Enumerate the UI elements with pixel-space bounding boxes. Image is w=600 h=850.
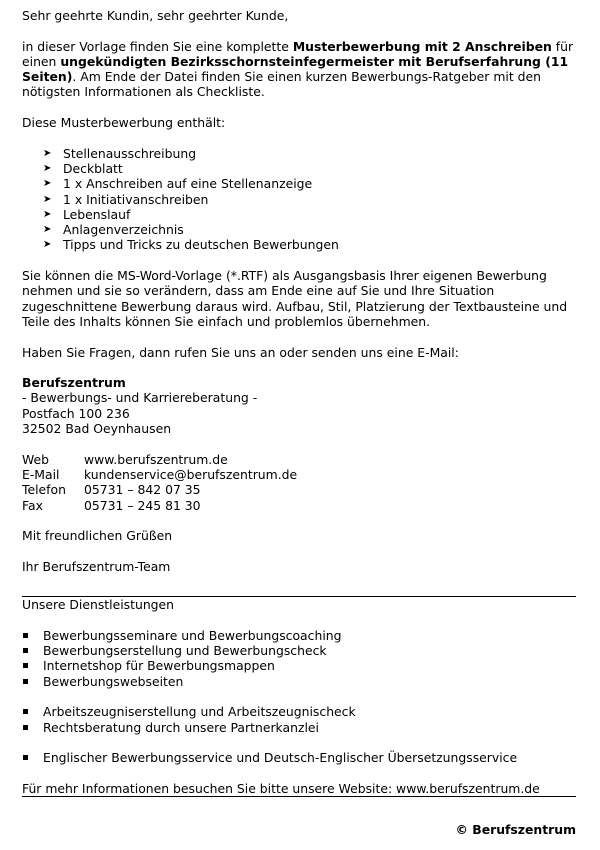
arrow-bullet-icon: ➤ (43, 193, 52, 205)
more-info-link[interactable]: Für mehr Informationen besuchen Sie bitte unsere Website: www.berufszentrum.de (22, 781, 576, 797)
list-item (22, 628, 578, 643)
arrow-bullet-icon: ➤ (43, 147, 52, 159)
contact-row-email (22, 467, 578, 482)
list-item-text: Bewerbungserstellung und Bewerbungscheck (43, 643, 327, 659)
list-item (22, 750, 578, 765)
list-item (43, 161, 578, 176)
arrow-bullet-icon: ➤ (43, 162, 52, 174)
intro-bold-title: Musterbewerbung mit 2 Anschreiben (292, 38, 552, 54)
arrow-bullet-icon: ➤ (43, 224, 52, 236)
list-item-text: Bewerbungswebseiten (43, 673, 184, 689)
company-name-text: Berufszentrum (22, 375, 126, 391)
services-heading: Unsere Dienstleistungen (22, 597, 175, 613)
intro-paragraph (22, 39, 578, 100)
intro-bold-profession: ungekündigten Bezirksschornsteinfegermeister mit Berufserfahrung (11 Seiten) (22, 53, 569, 85)
signature: Ihr Berufszentrum-Team (22, 558, 171, 574)
company-street: Postfach 100 236 (22, 405, 130, 421)
list-item-text: Englischer Bewerbungsservice und Deutsch-Englischer Übersetzungsservice (43, 750, 518, 766)
contact-row-fax (22, 498, 578, 513)
list-item (43, 207, 578, 222)
salutation: Sehr geehrte Kundin, sehr geehrter Kunde, (22, 8, 289, 23)
closing: Mit freundlichen Grüßen (22, 528, 173, 544)
square-bullet-icon (23, 679, 28, 684)
contact-label: Fax (22, 497, 43, 513)
square-bullet-icon (23, 725, 28, 730)
list-item-text: Anlagenverzeichnis (63, 222, 184, 238)
list-item (43, 192, 578, 207)
services-list-2 (22, 704, 578, 735)
list-item (22, 674, 578, 689)
questions-paragraph: Haben Sie Fragen, dann rufen Sie uns an oder senden uns eine E-Mail: (22, 344, 459, 360)
arrow-bullet-icon: ➤ (43, 208, 52, 220)
square-bullet-icon (23, 648, 28, 653)
intro-pre: in dieser Vorlage finden Sie eine komplette (22, 38, 293, 54)
services-list-3 (22, 750, 578, 765)
services-list-1 (22, 628, 578, 689)
email-link[interactable]: kundenservice@berufszentrum.de (84, 466, 298, 482)
square-bullet-icon (23, 709, 28, 714)
contact-label: Telefon (22, 482, 66, 498)
arrow-bullet-icon: ➤ (43, 178, 52, 190)
list-item (22, 658, 578, 673)
list-item-text: Deckblatt (63, 160, 123, 176)
copyright: © Berufszentrum (455, 822, 576, 837)
list-item (22, 720, 578, 735)
list-item (43, 176, 578, 191)
list-item-text: Rechtsberatung durch unsere Partnerkanzlei (43, 719, 319, 735)
contact-row-web (22, 452, 578, 467)
intro-mid: für einen (22, 38, 574, 69)
intro-post: . Am Ende der Datei finden Sie einen kurzen Bewerbungs-Ratgeber mit den nötigsten Informationen als Checkliste. (22, 69, 541, 100)
company-tagline: - Bewerbungs- und Karriereberatung - (22, 390, 258, 406)
list-item-text: Arbeitszeugniserstellung und Arbeitszeugnischeck (43, 704, 356, 720)
usage-paragraph: Sie können die MS-Word-Vorlage (*.RTF) als Ausgangsbasis Ihrer eigenen Bewerbung nehmen und sie so verändern, dass am Ende eine auf Sie und Ihre Situation zugeschnittene Bewerbung daraus wird. Aufbau, Stil, Platzierung der Textbausteine und Teile des Inhalts können Sie einfach und problemlos übernehmen. (22, 268, 568, 329)
company-name (22, 375, 578, 390)
list-item (43, 222, 578, 237)
list-item-text: Tipps und Tricks zu deutschen Bewerbungen (63, 237, 339, 253)
list-item-text: Lebenslauf (63, 206, 131, 222)
list-item (22, 704, 578, 719)
website-link[interactable]: www.berufszentrum.de (84, 451, 228, 467)
list-item-text: 1 x Anschreiben auf eine Stellenanzeige (63, 176, 313, 192)
square-bullet-icon (23, 633, 28, 638)
list-item-text: Stellenausschreibung (63, 145, 197, 161)
contact-block (22, 452, 578, 513)
square-bullet-icon (23, 755, 28, 760)
contents-list (22, 146, 578, 253)
arrow-bullet-icon: ➤ (43, 239, 52, 251)
list-item-text: 1 x Initiativanschreiben (63, 191, 209, 207)
contact-label: E-Mail (22, 466, 60, 482)
fax-number: 05731 – 245 81 30 (84, 497, 201, 513)
list-item (43, 237, 578, 252)
list-item (22, 643, 578, 658)
letter-page (22, 8, 578, 797)
company-city: 32502 Bad Oeynhausen (22, 421, 172, 437)
contact-label: Web (22, 451, 50, 467)
list-item (43, 146, 578, 161)
phone-number: 05731 – 842 07 35 (84, 482, 201, 498)
contact-row-phone (22, 482, 578, 497)
contents-heading: Diese Musterbewerbung enthält: (22, 115, 226, 131)
square-bullet-icon (23, 663, 28, 668)
list-item-text: Internetshop für Bewerbungsmappen (43, 658, 275, 674)
list-item-text: Bewerbungsseminare und Bewerbungscoaching (43, 627, 342, 643)
